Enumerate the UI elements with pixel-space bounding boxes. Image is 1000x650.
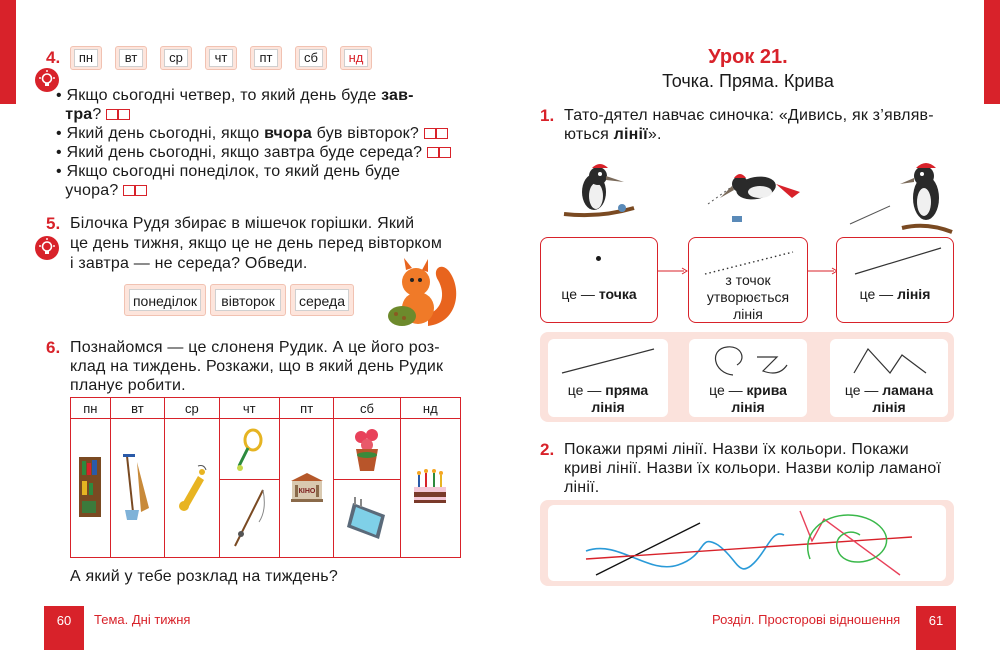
- box-line-from-points-3: лінія: [733, 306, 763, 322]
- lesson-title: Урок 21.: [708, 46, 788, 68]
- box-line-caption-a: це —: [859, 286, 898, 302]
- day-chip-label: пт: [254, 49, 278, 67]
- task6-question: А який у тебе розклад на тиждень?: [70, 568, 338, 585]
- card-curved-caption-2: лінія: [731, 399, 765, 415]
- table-header: вт: [110, 398, 164, 419]
- card-straight-a: це —: [567, 382, 606, 398]
- woodpecker-flying-illustration: [706, 158, 806, 224]
- card-broken-caption-1: [830, 382, 948, 399]
- task2-text-2: криві лінії. Назви їх кольори. Назви колір ламаної: [564, 460, 942, 477]
- flower-pot-icon: [352, 427, 382, 473]
- trumpet-icon: [174, 462, 210, 512]
- woodpecker-adult-illustration: [846, 156, 956, 236]
- curved-line-icon: [707, 343, 791, 379]
- table-cell-fri: [279, 419, 333, 558]
- table-cell-sun: [400, 419, 460, 558]
- box-point-caption-a: це —: [561, 286, 599, 302]
- answer-box[interactable]: [427, 147, 439, 158]
- table-cell-tue: [110, 419, 164, 558]
- day-chip-label: чт: [209, 49, 233, 67]
- left-edge-tab: [0, 0, 16, 104]
- task1-text-2a: ються: [564, 126, 614, 143]
- line-icon: [853, 246, 943, 276]
- box-line-caption-b: лінія: [897, 286, 931, 302]
- swimming-pool-icon: [345, 493, 389, 543]
- task5-text-1: Білочка Рудя збирає в мішечок горішки. Який: [70, 215, 415, 232]
- day-chip: [205, 46, 237, 70]
- task2-number: 2.: [540, 440, 555, 459]
- card-straight-caption-1: [548, 382, 668, 399]
- idea-bulb-icon: [35, 236, 59, 260]
- card-curved-caption-1: [689, 382, 807, 399]
- concept-box-points-form-line: [688, 237, 808, 323]
- lesson-subtitle: Точка. Пряма. Крива: [662, 71, 834, 91]
- task5-text-2: це день тижня, якщо це не день перед вівторком: [70, 235, 443, 252]
- point-dot: [596, 256, 601, 261]
- table-header: ср: [165, 398, 219, 419]
- woodpecker-illustration: [560, 158, 640, 230]
- option-monday[interactable]: [124, 284, 206, 316]
- task4-q1-text: Якщо сьогодні четвер, то який день буде: [66, 87, 382, 104]
- table-cell-wed: [165, 419, 219, 558]
- card-curved-b: крива: [746, 382, 787, 398]
- task5-number: 5.: [46, 214, 61, 233]
- task4-q3-text: Який день сьогодні, якщо завтра буде середа?: [66, 144, 423, 161]
- table-cell-mon: [71, 419, 111, 558]
- task1-text-1: Тато-дятел навчає синочка: «Дивись, як з’являв-: [564, 107, 934, 124]
- page-number-left: 60: [44, 606, 84, 650]
- day-chip: [70, 46, 102, 70]
- weekly-schedule-table: [70, 397, 461, 558]
- task4-q2-end: був вівторок?: [312, 125, 419, 142]
- task1-text-2: [564, 125, 662, 144]
- card-straight-line: [548, 339, 668, 417]
- table-cell-sat: [334, 419, 400, 558]
- table-header: нд: [400, 398, 460, 419]
- footer-section: Розділ. Просторові відношення: [712, 612, 901, 627]
- task4-q4-text: Якщо сьогодні понеділок, то який день буде: [66, 163, 401, 180]
- box-line-caption: [837, 286, 953, 303]
- answer-box[interactable]: [118, 109, 130, 120]
- answer-box[interactable]: [123, 185, 135, 196]
- day-chip: [295, 46, 327, 70]
- day-chip-label: сб: [299, 49, 323, 67]
- birthday-cake-icon: [410, 467, 450, 507]
- option-wednesday-label: середа: [295, 289, 349, 311]
- box-point-caption-b: точка: [598, 286, 637, 302]
- broom-icon: [119, 452, 155, 522]
- bookshelf-icon: [77, 455, 103, 519]
- card-straight-b: пряма: [605, 382, 649, 398]
- tennis-racket-icon: [234, 428, 264, 472]
- task4-q4-end: учора?: [65, 182, 119, 199]
- concept-box-line: [836, 237, 954, 323]
- day-chip-label: пн: [74, 49, 98, 67]
- card-broken-a: це —: [844, 382, 883, 398]
- task5-text-3: і завтра — не середа? Обведи.: [70, 255, 308, 272]
- right-edge-tab: [984, 0, 1000, 104]
- task4-question-2: • Який день сьогодні, якщо вчора був вівторок?: [56, 124, 476, 143]
- task6-text-1: Познайомся — це слоненя Рудик. А це його роз-: [70, 339, 440, 356]
- table-header: сб: [334, 398, 400, 419]
- task4-q1-bold: зав-: [381, 87, 414, 104]
- card-curved-a: це —: [709, 382, 747, 398]
- squirrel-illustration: [382, 256, 462, 330]
- table-header: пт: [279, 398, 333, 419]
- task6-text-2: клад на тиждень. Розкажи, що в який день Рудик: [70, 358, 444, 375]
- option-tuesday[interactable]: [210, 284, 286, 316]
- card-broken-line: [830, 339, 948, 417]
- card-straight-caption-2: лінія: [591, 399, 625, 415]
- table-header: пн: [71, 398, 111, 419]
- day-chip: [250, 46, 282, 70]
- answer-box[interactable]: [106, 109, 118, 120]
- option-monday-label: понеділок: [129, 289, 201, 311]
- fishing-rod-icon: [229, 486, 269, 550]
- task2-text-3: лінії.: [564, 479, 600, 496]
- concept-box-point: [540, 237, 658, 323]
- cinema-building-icon: [289, 471, 325, 503]
- box-point-caption: [541, 286, 657, 303]
- answer-box[interactable]: [135, 185, 147, 196]
- arrow-icon: [808, 266, 838, 276]
- broken-line-icon: [852, 343, 930, 379]
- day-chip: [160, 46, 192, 70]
- colored-lines-panel[interactable]: [548, 505, 946, 581]
- colored-lines-drawing: [548, 505, 946, 581]
- task1-number: 1.: [540, 106, 555, 125]
- option-tuesday-label: вівторок: [215, 289, 281, 311]
- day-chip-label: ср: [164, 49, 188, 67]
- table-header: чт: [219, 398, 279, 419]
- card-broken-b: ламана: [882, 382, 934, 398]
- footer-theme: Тема. Дні тижня: [94, 612, 191, 627]
- answer-box[interactable]: [424, 128, 436, 139]
- straight-line-icon: [558, 345, 658, 375]
- task1-text-2b: лінії: [613, 126, 648, 143]
- task6-text-3: планує робити.: [70, 377, 186, 394]
- task4-number: 4.: [46, 48, 61, 67]
- option-wednesday[interactable]: [290, 284, 354, 316]
- day-chip-label: нд: [344, 49, 368, 67]
- cinema-sign-text: КІНО: [298, 487, 316, 495]
- task4-q2-bold: вчора: [264, 125, 313, 142]
- answer-box[interactable]: [436, 128, 448, 139]
- table-cell-thu: [219, 419, 279, 558]
- task4-question-4: • Якщо сьогодні понеділок, то який день буде учора?: [56, 163, 401, 199]
- task2-text-1: Покажи прямі лінії. Назви їх кольори. Покажи: [564, 441, 909, 458]
- box-line-from-points-1: з точок: [725, 272, 771, 288]
- card-curved-line: [689, 339, 807, 417]
- task4-q1-end: ?: [92, 106, 102, 123]
- day-chip: [115, 46, 147, 70]
- task6-number: 6.: [46, 338, 61, 357]
- task4-q2-text: Який день сьогодні, якщо: [66, 125, 265, 142]
- arrow-icon: [658, 266, 688, 276]
- answer-box[interactable]: [439, 147, 451, 158]
- day-chip: [340, 46, 372, 70]
- card-broken-caption-2: лінія: [872, 399, 906, 415]
- box-line-from-points-2: утворюється: [706, 289, 790, 305]
- task4-q1-bold-end: тра: [65, 106, 93, 123]
- task4-question-1: • Якщо сьогодні четвер, то який день буде зав- тра?: [56, 87, 414, 123]
- task4-question-3: • Який день сьогодні, якщо завтра буде середа?: [56, 143, 476, 162]
- page-number-right: 61: [916, 606, 956, 650]
- day-chip-label: вт: [119, 49, 143, 67]
- task1-text-2c: ».: [647, 126, 662, 143]
